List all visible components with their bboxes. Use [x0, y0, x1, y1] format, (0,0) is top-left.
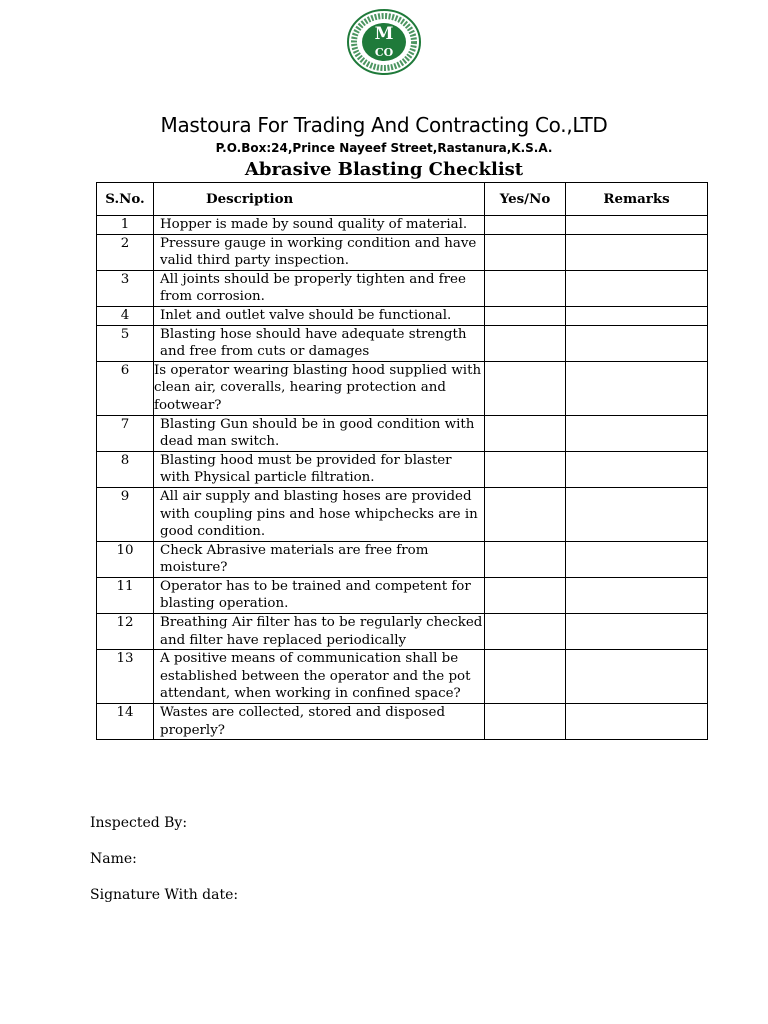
row-remarks-cell[interactable] [566, 270, 708, 306]
row-yes-no-cell[interactable] [485, 451, 566, 487]
row-description: Inlet and outlet valve should be functional. [154, 306, 485, 325]
svg-text:CO: CO [374, 46, 394, 59]
row-remarks-cell[interactable] [566, 614, 708, 650]
row-description: Blasting hose should have adequate strength and free from cuts or damages [154, 325, 485, 361]
row-remarks-cell[interactable] [566, 306, 708, 325]
column-header-sno: S.No. [97, 183, 154, 216]
row-sno: 3 [97, 270, 154, 306]
row-sno: 10 [97, 541, 154, 577]
row-remarks-cell[interactable] [566, 216, 708, 235]
row-remarks-cell[interactable] [566, 451, 708, 487]
row-yes-no-cell[interactable] [485, 234, 566, 270]
row-yes-no-cell[interactable] [485, 306, 566, 325]
row-description: Operator has to be trained and competent for blasting operation. [154, 577, 485, 613]
row-yes-no-cell[interactable] [485, 614, 566, 650]
row-description: All air supply and blasting hoses are provided with coupling pins and hose whipchecks are in good condition. [154, 487, 485, 541]
row-sno: 2 [97, 234, 154, 270]
row-description: Check Abrasive materials are free from moisture? [154, 541, 485, 577]
document-title: Abrasive Blasting Checklist [244, 159, 524, 180]
row-sno: 9 [97, 487, 154, 541]
table-row [97, 704, 708, 740]
row-yes-no-cell[interactable] [485, 415, 566, 451]
row-remarks-cell[interactable] [566, 650, 708, 704]
table-row [97, 577, 708, 613]
table-row [97, 541, 708, 577]
row-yes-no-cell[interactable] [485, 270, 566, 306]
row-yes-no-cell[interactable] [485, 216, 566, 235]
table-row [97, 325, 708, 361]
company-logo [346, 9, 422, 75]
row-description: A positive means of communication shall be established between the operator and the pot attendant, when working in confined space? [154, 650, 485, 704]
table-row [97, 270, 708, 306]
row-sno: 4 [97, 306, 154, 325]
column-header-description: Description [154, 183, 485, 216]
row-description: Hopper is made by sound quality of material. [154, 216, 485, 235]
row-description: Blasting Gun should be in good condition with dead man switch. [154, 415, 485, 451]
table-row [97, 487, 708, 541]
table-row [97, 361, 708, 415]
row-sno: 5 [97, 325, 154, 361]
row-description: All joints should be properly tighten and free from corrosion. [154, 270, 485, 306]
row-yes-no-cell[interactable] [485, 361, 566, 415]
row-sno: 11 [97, 577, 154, 613]
row-yes-no-cell[interactable] [485, 541, 566, 577]
row-sno: 13 [97, 650, 154, 704]
table-header-row [97, 183, 708, 216]
row-remarks-cell[interactable] [566, 325, 708, 361]
row-remarks-cell[interactable] [566, 361, 708, 415]
column-header-yes-no: Yes/No [485, 183, 566, 216]
row-sno: 8 [97, 451, 154, 487]
row-yes-no-cell[interactable] [485, 577, 566, 613]
table-row [97, 306, 708, 325]
company-address: P.O.Box:24,Prince Nayeef Street,Rastanura,K.S.A. [215, 141, 553, 155]
row-remarks-cell[interactable] [566, 541, 708, 577]
row-description: Is operator wearing blasting hood supplied with clean air, coveralls, hearing protection and footwear? [154, 361, 485, 415]
row-description: Breathing Air filter has to be regularly checked and filter have replaced periodically [154, 614, 485, 650]
name-label: Name: [90, 851, 137, 867]
row-remarks-cell[interactable] [566, 487, 708, 541]
row-yes-no-cell[interactable] [485, 487, 566, 541]
table-row [97, 415, 708, 451]
row-yes-no-cell[interactable] [485, 704, 566, 740]
company-name: Mastoura For Trading And Contracting Co.,LTD [160, 113, 608, 137]
row-remarks-cell[interactable] [566, 234, 708, 270]
checklist-table [96, 182, 708, 740]
table-row [97, 451, 708, 487]
row-description: Pressure gauge in working condition and have valid third party inspection. [154, 234, 485, 270]
row-sno: 1 [97, 216, 154, 235]
column-header-remarks: Remarks [566, 183, 708, 216]
table-row [97, 614, 708, 650]
row-sno: 14 [97, 704, 154, 740]
row-yes-no-cell[interactable] [485, 650, 566, 704]
signature-with-date-label: Signature With date: [90, 887, 239, 903]
row-sno: 12 [97, 614, 154, 650]
row-yes-no-cell[interactable] [485, 325, 566, 361]
inspected-by-label: Inspected By: [90, 815, 188, 831]
row-sno: 6 [97, 361, 154, 415]
row-remarks-cell[interactable] [566, 704, 708, 740]
row-remarks-cell[interactable] [566, 577, 708, 613]
row-sno: 7 [97, 415, 154, 451]
row-remarks-cell[interactable] [566, 415, 708, 451]
row-description: Wastes are collected, stored and disposed properly? [154, 704, 485, 740]
table-row [97, 234, 708, 270]
svg-text:M: M [374, 24, 394, 44]
table-row [97, 650, 708, 704]
table-row [97, 216, 708, 235]
row-description: Blasting hood must be provided for blaster with Physical particle filtration. [154, 451, 485, 487]
